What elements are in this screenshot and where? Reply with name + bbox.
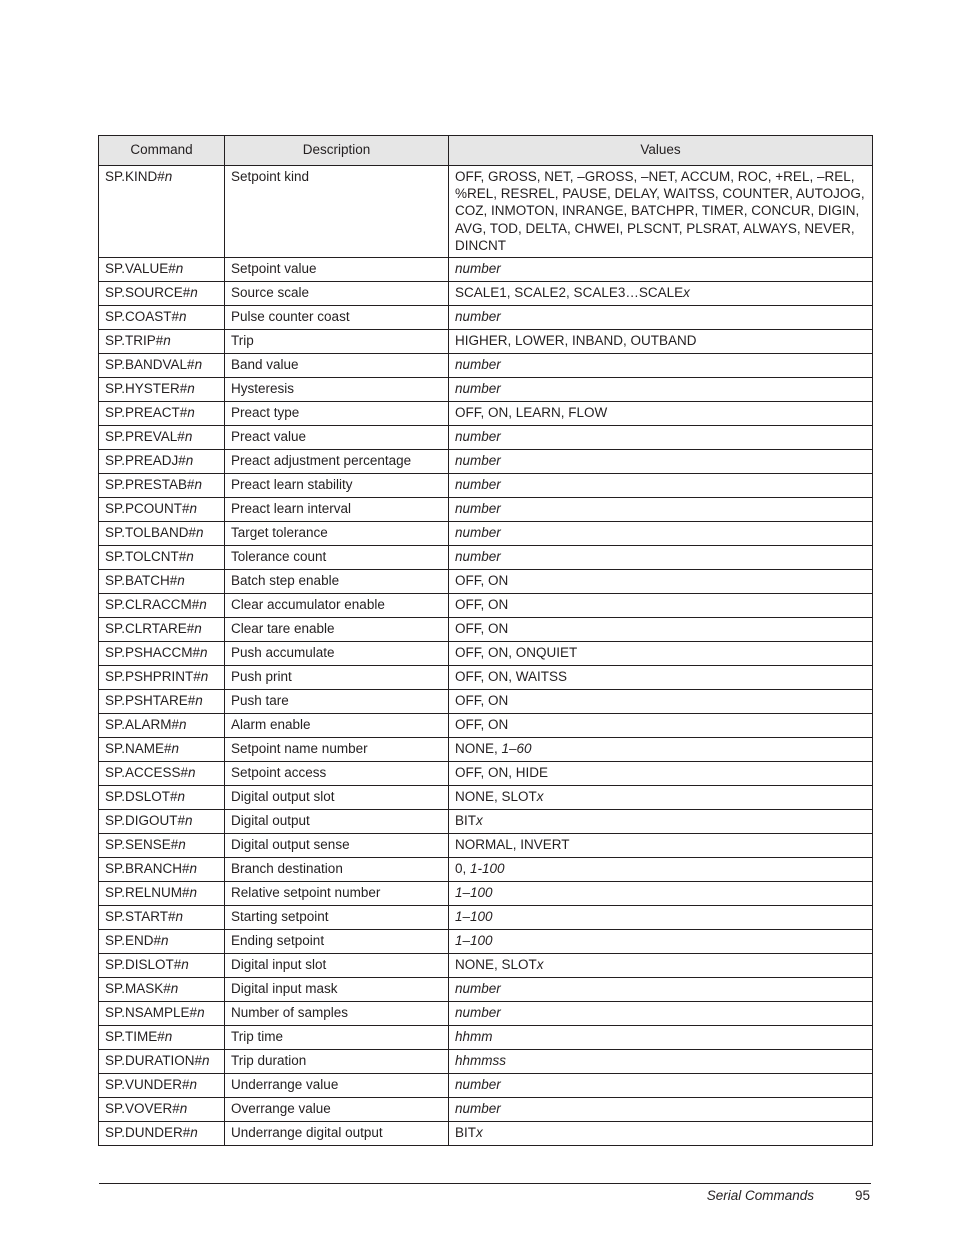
value-placeholder: number	[455, 381, 501, 397]
table-row	[99, 330, 873, 354]
table-row	[99, 642, 873, 666]
value-text: OFF, ON, WAITSS	[455, 669, 568, 685]
value-placeholder: x	[476, 1125, 483, 1141]
description-cell: Preact learn interval	[225, 498, 449, 522]
values-cell	[449, 642, 873, 666]
table-row	[99, 306, 873, 330]
description-cell: Preact adjustment percentage	[225, 450, 449, 474]
command-cell	[99, 666, 225, 690]
description-cell: Push print	[225, 666, 449, 690]
command-index-variable: n	[190, 285, 198, 301]
command-cell	[99, 354, 225, 378]
command-cell	[99, 738, 225, 762]
command-name: SP.PSHPRINT#	[105, 669, 201, 685]
values-cell	[449, 1026, 873, 1050]
command-cell	[99, 1002, 225, 1026]
description-cell: Preact learn stability	[225, 474, 449, 498]
command-index-variable: n	[161, 933, 169, 949]
description-cell: Digital input slot	[225, 954, 449, 978]
description-cell: Branch destination	[225, 858, 449, 882]
command-name: SP.PREVAL#	[105, 429, 185, 445]
value-text: 0,	[455, 861, 471, 877]
command-index-variable: n	[178, 837, 186, 853]
table-row	[99, 882, 873, 906]
table-row	[99, 450, 873, 474]
table-row	[99, 570, 873, 594]
values-cell	[449, 378, 873, 402]
values-cell	[449, 834, 873, 858]
value-text: BIT	[455, 813, 477, 829]
command-index-variable: n	[190, 1125, 198, 1141]
description-cell: Setpoint kind	[225, 166, 449, 258]
values-cell	[449, 402, 873, 426]
value-placeholder: 1–100	[455, 933, 493, 949]
command-cell	[99, 474, 225, 498]
command-cell	[99, 954, 225, 978]
command-index-variable: n	[170, 981, 179, 997]
values-cell	[449, 1098, 873, 1122]
value-placeholder: x	[536, 957, 544, 973]
table-row	[99, 714, 873, 738]
command-index-variable: n	[177, 573, 185, 589]
values-cell	[449, 522, 873, 546]
table-row	[99, 474, 873, 498]
command-name: SP.TIME#	[105, 1029, 165, 1045]
command-index-variable: n	[194, 477, 203, 493]
values-cell	[449, 498, 873, 522]
command-cell	[99, 834, 225, 858]
description-cell: Underrange value	[225, 1074, 449, 1098]
description-cell: Alarm enable	[225, 714, 449, 738]
table-row	[99, 618, 873, 642]
command-cell	[99, 810, 225, 834]
values-cell	[449, 450, 873, 474]
command-index-variable: n	[186, 549, 194, 565]
value-text: OFF, ON	[455, 597, 509, 613]
values-cell	[449, 738, 873, 762]
command-index-variable: n	[163, 333, 171, 349]
description-cell: Digital output	[225, 810, 449, 834]
table-row	[99, 166, 873, 258]
table-row	[99, 978, 873, 1002]
command-index-variable: n	[187, 405, 195, 421]
command-name: SP.RELNUM#	[105, 885, 190, 901]
table-row	[99, 930, 873, 954]
command-index-variable: n	[189, 885, 198, 901]
command-index-variable: n	[171, 741, 180, 757]
command-index-variable: n	[177, 789, 186, 805]
command-cell	[99, 762, 225, 786]
values-cell	[449, 882, 873, 906]
value-placeholder: number	[455, 309, 501, 325]
command-cell	[99, 498, 225, 522]
command-name: SP.ACCESS#	[105, 765, 189, 781]
command-index-variable: n	[179, 309, 187, 325]
value-placeholder: number	[455, 1101, 501, 1117]
value-placeholder: 1-100	[470, 861, 505, 877]
command-name: SP.ALARM#	[105, 717, 180, 733]
command-index-variable: n	[194, 357, 203, 373]
description-cell: Trip duration	[225, 1050, 449, 1074]
table-row	[99, 1074, 873, 1098]
values-cell	[449, 306, 873, 330]
command-name: SP.SOURCE#	[105, 285, 191, 301]
command-name: SP.PREADJ#	[105, 453, 186, 469]
command-name: SP.PRESTAB#	[105, 477, 195, 493]
values-cell	[449, 474, 873, 498]
table-row	[99, 354, 873, 378]
table-row	[99, 690, 873, 714]
command-name: SP.DUNDER#	[105, 1125, 191, 1141]
command-name: SP.MASK#	[105, 981, 171, 997]
header-description: Description	[225, 136, 449, 166]
header-command: Command	[99, 136, 225, 166]
command-cell	[99, 642, 225, 666]
command-name: SP.VUNDER#	[105, 1077, 190, 1093]
command-index-variable: n	[175, 909, 184, 925]
value-placeholder: number	[455, 525, 501, 541]
table-row	[99, 834, 873, 858]
values-cell	[449, 282, 873, 306]
value-placeholder: x	[683, 285, 690, 301]
command-name: SP.PSHTARE#	[105, 693, 196, 709]
command-name: SP.BANDVAL#	[105, 357, 195, 373]
value-placeholder: number	[455, 501, 501, 517]
description-cell: Setpoint value	[225, 258, 449, 282]
command-name: SP.BATCH#	[105, 573, 178, 589]
table-row	[99, 1122, 873, 1146]
command-index-variable: n	[194, 621, 202, 637]
command-cell	[99, 1074, 225, 1098]
command-cell	[99, 858, 225, 882]
command-name: SP.NSAMPLE#	[105, 1005, 198, 1021]
command-name: SP.DURATION#	[105, 1053, 203, 1069]
table-row	[99, 858, 873, 882]
command-index-variable: n	[175, 261, 184, 277]
command-name: SP.TOLCNT#	[105, 549, 187, 565]
command-cell	[99, 714, 225, 738]
command-index-variable: n	[181, 957, 189, 973]
values-cell	[449, 1002, 873, 1026]
value-text: NONE,	[455, 741, 502, 757]
values-cell	[449, 354, 873, 378]
value-text: OFF, ON, HIDE	[455, 765, 549, 781]
command-index-variable: n	[199, 597, 207, 613]
command-index-variable: n	[189, 1077, 198, 1093]
description-cell: Target tolerance	[225, 522, 449, 546]
table-row	[99, 426, 873, 450]
command-name: SP.TRIP#	[105, 333, 164, 349]
value-placeholder: number	[455, 357, 501, 373]
value-placeholder: number	[455, 477, 501, 493]
table-row	[99, 738, 873, 762]
description-cell: Overrange value	[225, 1098, 449, 1122]
command-index-variable: n	[195, 693, 203, 709]
description-cell: Digital output slot	[225, 786, 449, 810]
footer-section-title: Serial Commands	[706, 1188, 814, 1203]
description-cell: Underrange digital output	[225, 1122, 449, 1146]
values-cell	[449, 858, 873, 882]
description-cell: Hysteresis	[225, 378, 449, 402]
command-name: SP.PCOUNT#	[105, 501, 190, 517]
values-cell	[449, 1050, 873, 1074]
description-cell: Relative setpoint number	[225, 882, 449, 906]
table-row	[99, 954, 873, 978]
command-index-variable: n	[187, 381, 195, 397]
values-cell	[449, 954, 873, 978]
values-cell	[449, 258, 873, 282]
value-text: OFF, ON	[455, 621, 509, 637]
value-text: NORMAL, INVERT	[455, 837, 570, 853]
description-cell: Pulse counter coast	[225, 306, 449, 330]
command-cell	[99, 618, 225, 642]
command-name: SP.END#	[105, 933, 162, 949]
value-text: OFF, ON	[455, 693, 509, 709]
command-index-variable: n	[197, 1005, 205, 1021]
command-cell	[99, 786, 225, 810]
command-name: SP.DIGOUT#	[105, 813, 186, 829]
description-cell: Preact type	[225, 402, 449, 426]
values-cell	[449, 978, 873, 1002]
command-cell	[99, 1098, 225, 1122]
table-row	[99, 762, 873, 786]
description-cell: Starting setpoint	[225, 906, 449, 930]
value-text: BIT	[455, 1125, 477, 1141]
values-cell	[449, 1122, 873, 1146]
value-placeholder: number	[455, 261, 501, 277]
description-cell: Clear accumulator enable	[225, 594, 449, 618]
values-cell	[449, 690, 873, 714]
value-placeholder: number	[455, 981, 501, 997]
command-name: SP.CLRTARE#	[105, 621, 195, 637]
command-name: SP.VOVER#	[105, 1101, 180, 1117]
command-cell	[99, 546, 225, 570]
command-index-variable: n	[188, 765, 196, 781]
description-cell: Push accumulate	[225, 642, 449, 666]
command-cell	[99, 570, 225, 594]
table-row	[99, 402, 873, 426]
table-row	[99, 1050, 873, 1074]
description-cell: Setpoint access	[225, 762, 449, 786]
description-cell: Push tare	[225, 690, 449, 714]
command-cell	[99, 426, 225, 450]
values-cell	[449, 546, 873, 570]
description-cell: Source scale	[225, 282, 449, 306]
command-name: SP.VALUE#	[105, 261, 176, 277]
description-cell: Ending setpoint	[225, 930, 449, 954]
value-placeholder: hhmmss	[455, 1053, 507, 1069]
values-cell	[449, 570, 873, 594]
command-cell	[99, 978, 225, 1002]
description-cell: Setpoint name number	[225, 738, 449, 762]
command-name: SP.TOLBAND#	[105, 525, 197, 541]
page-number: 95	[854, 1188, 870, 1203]
description-cell: Number of samples	[225, 1002, 449, 1026]
values-cell	[449, 618, 873, 642]
command-index-variable: n	[185, 453, 194, 469]
command-name: SP.DISLOT#	[105, 957, 182, 973]
value-placeholder: number	[455, 1005, 501, 1021]
command-cell	[99, 258, 225, 282]
values-cell	[449, 666, 873, 690]
value-placeholder: number	[455, 1077, 501, 1093]
command-cell	[99, 930, 225, 954]
values-cell	[449, 714, 873, 738]
table-row	[99, 1002, 873, 1026]
command-name: SP.PSHACCM#	[105, 645, 201, 661]
command-name: SP.START#	[105, 909, 176, 925]
table-row	[99, 594, 873, 618]
command-cell	[99, 594, 225, 618]
values-cell	[449, 930, 873, 954]
value-placeholder: number	[455, 549, 501, 565]
command-name: SP.PREACT#	[105, 405, 188, 421]
command-name: SP.HYSTER#	[105, 381, 188, 397]
command-index-variable: n	[196, 525, 204, 541]
command-cell	[99, 166, 225, 258]
command-index-variable: n	[179, 1101, 188, 1117]
command-cell	[99, 1026, 225, 1050]
table-row	[99, 282, 873, 306]
command-name: SP.KIND#	[105, 169, 165, 184]
values-cell	[449, 426, 873, 450]
value-placeholder: hhmm	[455, 1029, 493, 1045]
values-cell	[449, 594, 873, 618]
table-row	[99, 1098, 873, 1122]
description-cell: Tolerance count	[225, 546, 449, 570]
header-row	[99, 136, 873, 166]
command-name: SP.BRANCH#	[105, 861, 190, 877]
table-row	[99, 546, 873, 570]
description-cell: Preact value	[225, 426, 449, 450]
description-cell: Clear tare enable	[225, 618, 449, 642]
command-name: SP.SENSE#	[105, 837, 179, 853]
value-placeholder: 1–100	[455, 885, 493, 901]
command-cell	[99, 882, 225, 906]
command-index-variable: n	[202, 1053, 210, 1069]
command-index-variable: n	[189, 501, 198, 517]
command-index-variable: n	[184, 429, 193, 445]
table-row	[99, 1026, 873, 1050]
table-row	[99, 498, 873, 522]
description-cell: Batch step enable	[225, 570, 449, 594]
value-text: NONE, SLOT	[455, 957, 537, 973]
table-header	[99, 136, 873, 166]
value-text: HIGHER, LOWER, INBAND, OUTBAND	[455, 333, 697, 349]
value-text: OFF, GROSS, NET, –GROSS, –NET, ACCUM, ROC, +REL, –REL, %REL, RESREL, PAUSE, DELAY, WAITSS, COUNTER, AUTOJOG, COZ, INMOTON, INRANGE, BATCHPR, TIMER, CONCUR, DIGIN, AVG, TOD, DELTA, CHWEI, PLSCNT, PLSRAT, ALWAYS, NEVER, DINCNT	[455, 169, 865, 253]
value-text: OFF, ON, ONQUIET	[455, 645, 578, 661]
value-placeholder: 1–60	[501, 741, 532, 757]
table-row	[99, 786, 873, 810]
value-text: SCALE1, SCALE2, SCALE3…SCALE	[455, 285, 684, 301]
value-placeholder: number	[455, 453, 501, 469]
value-placeholder: number	[455, 429, 501, 445]
command-cell	[99, 306, 225, 330]
table-body	[99, 166, 873, 1146]
values-cell	[449, 786, 873, 810]
command-cell	[99, 906, 225, 930]
command-cell	[99, 1122, 225, 1146]
command-index-variable: n	[164, 1029, 173, 1045]
values-cell	[449, 1074, 873, 1098]
command-name: SP.NAME#	[105, 741, 172, 757]
command-index-variable: n	[185, 813, 193, 829]
description-cell: Band value	[225, 354, 449, 378]
description-cell: Digital input mask	[225, 978, 449, 1002]
footer-rule	[99, 1183, 871, 1184]
command-cell	[99, 282, 225, 306]
command-index-variable: n	[164, 169, 173, 184]
value-text: OFF, ON	[455, 573, 509, 589]
serial-commands-table	[98, 135, 873, 1146]
command-cell	[99, 378, 225, 402]
values-cell	[449, 906, 873, 930]
description-cell: Trip time	[225, 1026, 449, 1050]
command-index-variable: n	[189, 861, 198, 877]
table-row	[99, 522, 873, 546]
command-cell	[99, 402, 225, 426]
command-cell	[99, 1050, 225, 1074]
command-index-variable: n	[200, 669, 209, 685]
command-name: SP.COAST#	[105, 309, 180, 325]
table-row	[99, 258, 873, 282]
command-cell	[99, 522, 225, 546]
command-cell	[99, 450, 225, 474]
value-placeholder: 1–100	[455, 909, 493, 925]
values-cell	[449, 166, 873, 258]
values-cell	[449, 762, 873, 786]
table-row	[99, 810, 873, 834]
description-cell: Digital output sense	[225, 834, 449, 858]
description-cell: Trip	[225, 330, 449, 354]
table-row	[99, 378, 873, 402]
command-name: SP.DSLOT#	[105, 789, 178, 805]
value-placeholder: x	[476, 813, 483, 829]
table-row	[99, 666, 873, 690]
value-text: NONE, SLOT	[455, 789, 537, 805]
command-index-variable: n	[179, 717, 187, 733]
table-row	[99, 906, 873, 930]
value-text: OFF, ON, LEARN, FLOW	[455, 405, 608, 421]
command-cell	[99, 690, 225, 714]
values-cell	[449, 330, 873, 354]
command-name: SP.CLRACCM#	[105, 597, 200, 613]
values-cell	[449, 810, 873, 834]
header-values: Values	[449, 136, 873, 166]
value-placeholder: x	[536, 789, 544, 805]
value-text: OFF, ON	[455, 717, 509, 733]
command-cell	[99, 330, 225, 354]
command-index-variable: n	[200, 645, 208, 661]
